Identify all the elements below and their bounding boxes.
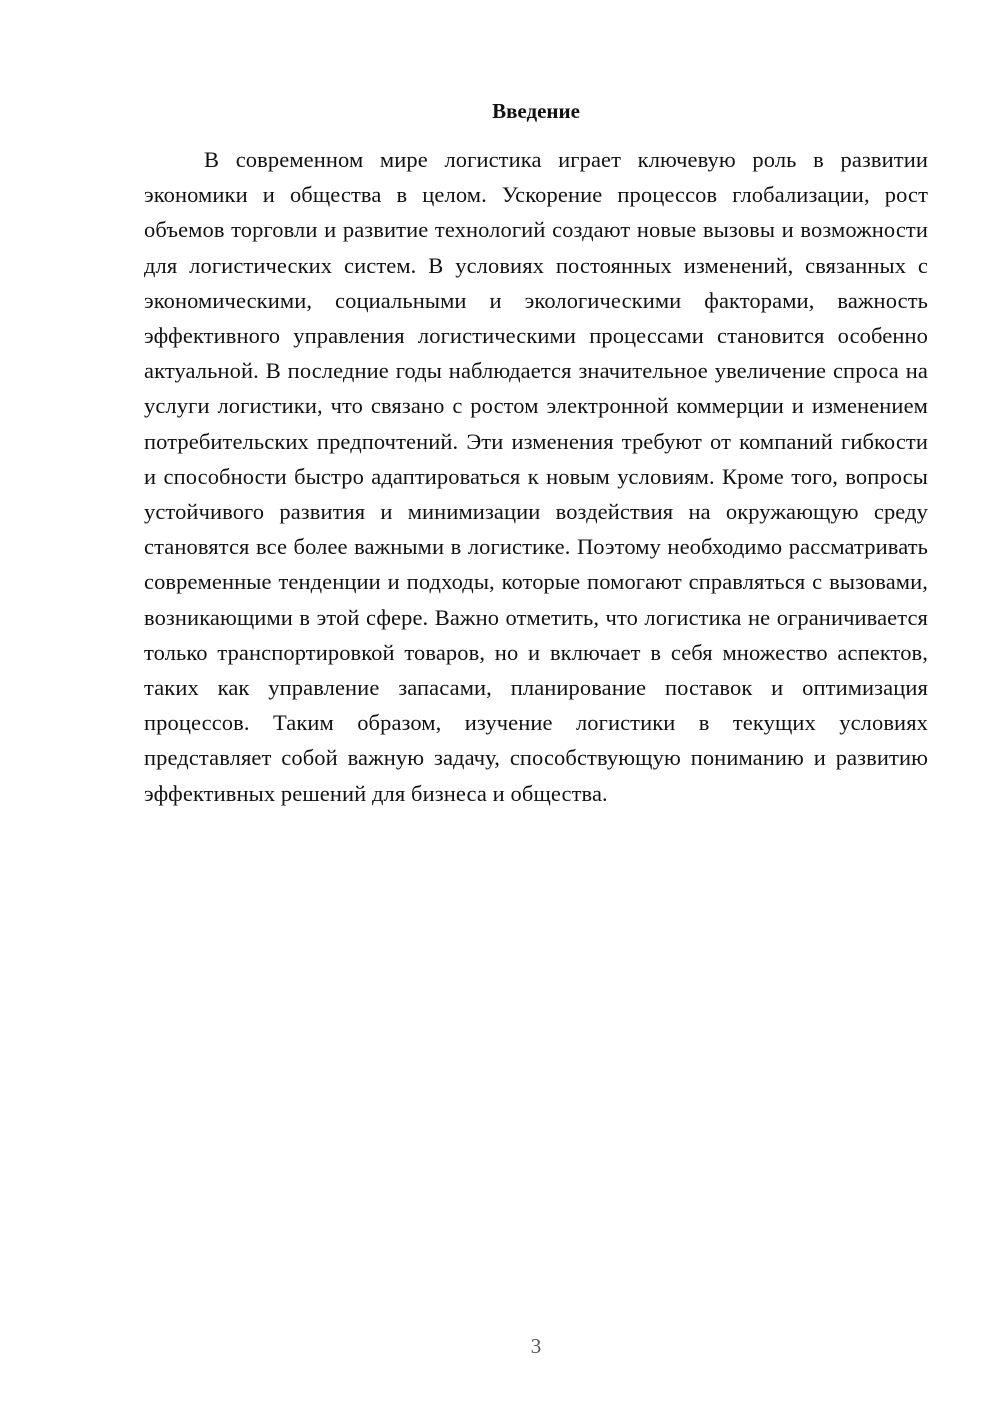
- page-number: 3: [530, 1334, 542, 1358]
- intro-paragraph: В современном мире логистика играет ключевую роль в развитии экономики и общества в целом. Ускорение процессов глобализации, рост объемов торговли и развитие технологий создают новые вызовы и возможности для логистических систем. В условиях постоянных изменений, связанных с экономическими, социальными и экологическими факторами, важность эффективного управления логистическими процессами становится особенно актуальной. В последние годы наблюдается значительное увеличение спроса на услуги логистики, что связано с ростом электронной коммерции и изменением потребительских предпочтений. Эти изменения требуют от компаний гибкости и способности быстро адаптироваться к новым условиям. Кроме того, вопросы устойчивого развития и минимизации воздействия на окружающую среду становятся все более важными в логистике. Поэтому необходимо рассматривать современные тенденции и подходы, которые помогают справляться с вызовами, возникающими в этой сфере. Важно отметить, что логистика не ограничивается только транспортировкой товаров, но и включает в себя множество аспектов, таких как управление запасами, планирование поставок и оптимизация процессов. Таким образом, изучение логистики в текущих условиях представляет собой важную задачу, способствующую пониманию и развитию эффективных решений для бизнеса и общества.: [144, 147, 928, 806]
- section-heading: Введение: [492, 99, 580, 123]
